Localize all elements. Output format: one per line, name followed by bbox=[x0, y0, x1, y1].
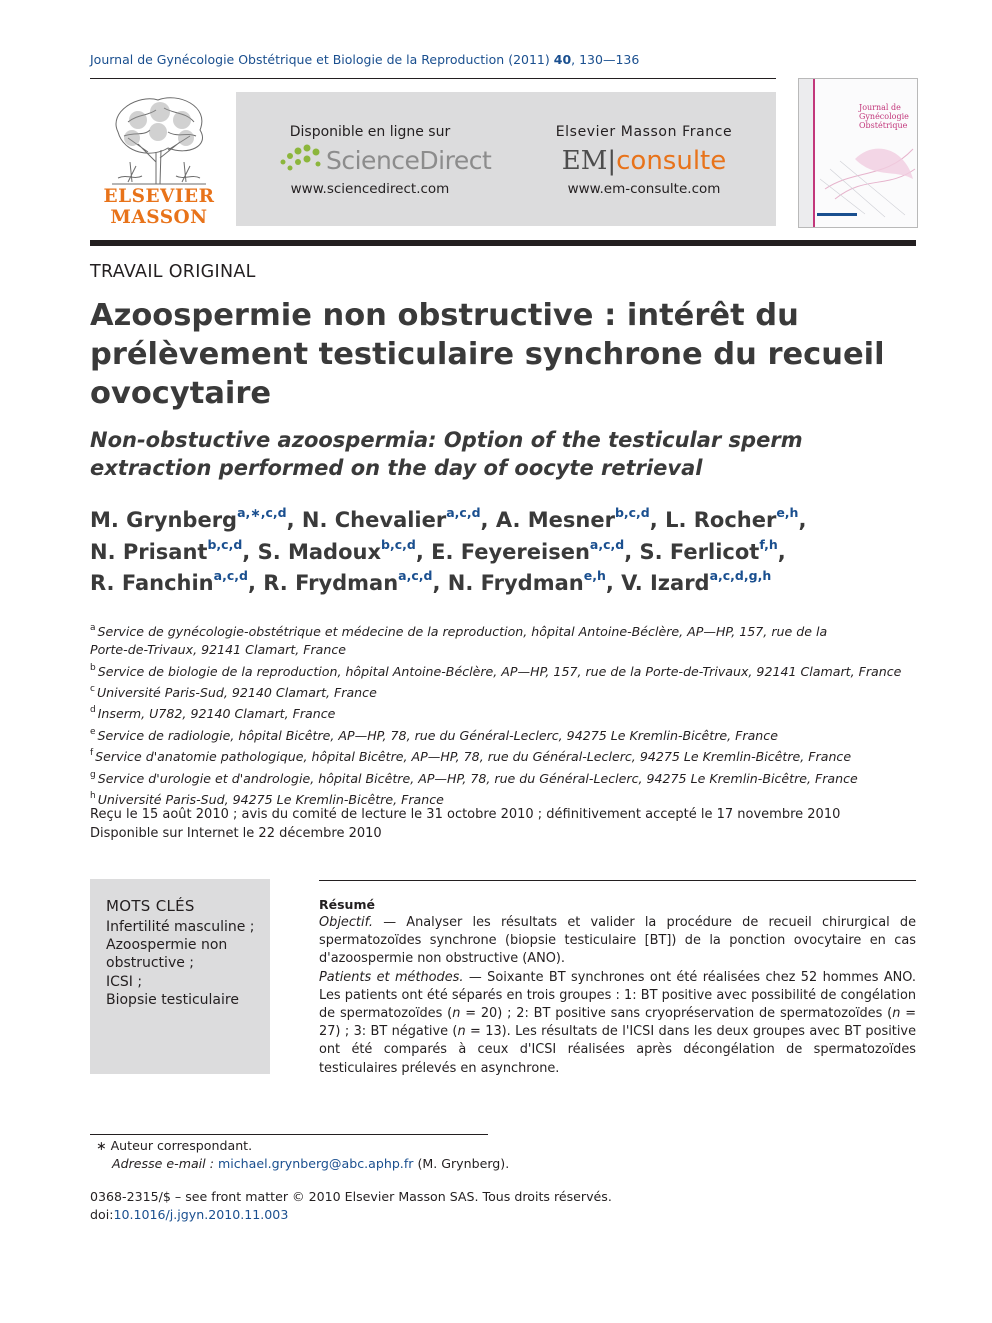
cover-illustration bbox=[815, 119, 917, 219]
author-name: R. Fanchin bbox=[90, 571, 214, 595]
journal-volume: 40 bbox=[553, 52, 572, 67]
em-consulte-url[interactable]: www.em-consulte.com bbox=[567, 181, 721, 197]
em-consulte-logo bbox=[514, 146, 774, 176]
affiliation-item: $^h$ Université Paris-Sud, 94275 Le Kremlin-Bicêtre, France bbox=[90, 790, 444, 808]
em-publisher-name: Elsevier Masson France bbox=[555, 124, 733, 140]
affiliation-list bbox=[90, 620, 926, 809]
abstract-objective: Objectif. — Analyser les résultats et valider la procédure de recueil chirurgical de spermatozoïdes synchrone (biopsie testiculaire [BT]) de la ponction ovocytaire en cas d'azoospermie non obstructive (ANO). bbox=[319, 915, 916, 967]
journal-pages: , 130—136 bbox=[571, 52, 640, 67]
author-list: M. Grynberg$^{a,∗,c,d}$, N. Chevalier$^{a,c,d}$, A. Mesner$^{b,c,d}$, L. Rocher$^{e,h}$, N. Prisant$^{b,c,d}$, S. Madoux$^{b,c,d}$, E. Feyereisen$^{a,c,d}$, S. Ferlicot$^{f,h}$, R. Fanchin$^{a,c,d}$, R. Frydman$^{a,c,d}$, N. Frydman$^{e,h}$, V. Izard$^{a,c,d,g,h}$ bbox=[90, 505, 807, 595]
copyright-block: 0368-2315/$ – see front matter © 2010 Elsevier Masson SAS. Tous droits réservés. doi:10.1016/j.jgyn.2010.11.003 bbox=[90, 1188, 790, 1224]
author-name: V. Izard bbox=[621, 571, 710, 595]
cover-title: Journal de Gynécologie Obstétrique bbox=[859, 103, 909, 130]
article-subtitle: Non-obstuctive azoospermia: Option of the testicular sperm extraction performed on the day of oocyte retrieval bbox=[90, 428, 803, 480]
affiliation-item: $^d$ Inserm, U782, 92140 Clamart, France bbox=[90, 705, 336, 722]
affiliation-item: $^f$ Service d'anatomie pathologique, hôpital Bicêtre, AP—HP, 78, rue du Général-Leclerc, 94275 Le Kremlin-Bicêtre, France bbox=[90, 748, 852, 765]
keyword-item: ICSI ; bbox=[106, 973, 143, 990]
author-name: S. Madoux bbox=[257, 539, 382, 564]
elsevier-masson-wordmark bbox=[98, 186, 220, 228]
keywords-title: MOTS CLÉS bbox=[106, 897, 195, 915]
abstract-title: Résumé bbox=[319, 897, 375, 912]
author-name: N. Frydman bbox=[447, 571, 584, 595]
received-dates: Reçu le 15 août 2010 ; avis du comité de lecture le 31 octobre 2010 ; définitivement accepté le 17 novembre 2010 bbox=[90, 807, 841, 822]
elsevier-wordmark-line2: MASSON bbox=[110, 207, 208, 228]
copyright-line: 0368-2315/$ – see front matter © 2010 Elsevier Masson SAS. Tous droits réservés. bbox=[90, 1189, 612, 1204]
affiliation-item: $^b$ Service de biologie de la reproduction, hôpital Antoine-Béclère, AP—HP, 157, rue de la Porte-de-Trivaux, 92141 Clamart, France bbox=[90, 662, 902, 679]
author-email-link[interactable]: michael.grynberg@abc.aphp.fr bbox=[217, 1156, 414, 1171]
keyword-item: Azoospermie non obstructive ; bbox=[106, 937, 228, 972]
author-name: M. Grynberg bbox=[90, 508, 238, 532]
online-date: Disponible sur Internet le 22 décembre 2010 bbox=[90, 825, 382, 841]
sciencedirect-leaf-icon bbox=[278, 142, 326, 174]
abstract-body bbox=[319, 914, 916, 1078]
abstract-methods: Patients et méthodes. — Soixante BT synchrones ont été réalisées chez 52 hommes ANO. Les patients ont été séparés en trois groupes : 1: BT positive avec possibilité de congélation de spermatozoïdes (n = 20) ; 2: BT positive sans cryopréservation de spermatozoïdes (n = 27) ; 3: BT négative (n = 13). Les résultats de l'ICSI dans les deux groupes avec BT positive ont été comparés à ceux d'ICSI réalisées après décongélation de spermatozoïdes testiculaires prélevés en asynchrone. bbox=[319, 969, 916, 1076]
keyword-item: Biopsie testiculaire bbox=[106, 991, 239, 1008]
footnote-star: ∗ bbox=[96, 1138, 107, 1153]
keyword-item: Infertilité masculine ; bbox=[106, 919, 255, 935]
author-name: R. Frydman bbox=[263, 571, 399, 595]
affiliation-item: $^e$ Service de radiologie, hôpital Bicêtre, AP—HP, 78, rue du Général-Leclerc, 94275 Le Kremlin-Bicêtre, France bbox=[90, 726, 778, 743]
corresponding-author-footnote: ∗ Auteur correspondant. Adresse e-mail : michael.grynberg@abc.aphp.fr (M. Grynberg). bbox=[96, 1138, 510, 1171]
author-name: E. Feyereisen bbox=[431, 539, 590, 564]
author-affiliation-link[interactable]: b,c,d bbox=[614, 505, 650, 520]
journal-name: Journal de Gynécologie Obstétrique et Biologie de la Reproduction (2011) bbox=[90, 52, 550, 67]
em-logo-bar: | bbox=[607, 146, 617, 176]
article-dates bbox=[90, 806, 910, 843]
author-affiliation-link[interactable]: a,c,d bbox=[398, 568, 433, 583]
sciencedirect-url[interactable]: www.sciencedirect.com bbox=[290, 181, 450, 197]
journal-citation bbox=[90, 52, 639, 67]
abstract-rule bbox=[319, 880, 916, 881]
author-name: N. Chevalier bbox=[301, 508, 447, 532]
sd-available-text: Disponible en ligne sur bbox=[289, 124, 451, 140]
article-section-label: TRAVAIL ORIGINAL bbox=[90, 262, 256, 282]
footnote-rule bbox=[90, 1134, 488, 1135]
affiliation-item: $^a$ Service de gynécologie-obstétrique et médecine de la reproduction, hôpital Antoine-Béclère, AP—HP, 157, rue de la Porte-de-Trivaux, 92141 Clamart, France bbox=[90, 623, 828, 658]
author-affiliation-link[interactable]: b,c,d bbox=[207, 536, 243, 552]
author-affiliation-link[interactable]: e,h bbox=[776, 505, 799, 520]
keywords-list bbox=[106, 918, 266, 1009]
affiliation-item: $^g$ Service d'urologie et d'andrologie, hôpital Bicêtre, AP—HP, 78, rue du Général-Leclerc, 94275 Le Kremlin-Bicêtre, France bbox=[90, 769, 858, 786]
elsevier-wordmark-line1: ELSEVIER bbox=[103, 186, 215, 207]
author-name: N. Prisant bbox=[90, 539, 208, 564]
author-name: S. Ferlicot bbox=[639, 539, 760, 564]
author-affiliation-link[interactable]: b,c,d bbox=[381, 536, 416, 552]
em-logo-consulte: consulte bbox=[616, 146, 727, 176]
author-affiliation-link[interactable]: a,c,d,g,h bbox=[709, 568, 772, 583]
author-affiliation-link[interactable]: a,c,d bbox=[446, 505, 481, 520]
author-name: A. Mesner bbox=[495, 508, 615, 532]
article-title: Azoospermie non obstructive : intérêt du prélèvement testiculaire synchrone du recueil ovocytaire bbox=[90, 298, 885, 411]
author-name: L. Rocher bbox=[665, 508, 777, 532]
em-logo-em: EM bbox=[561, 146, 608, 176]
sciencedirect-logo-text: ScienceDirect bbox=[326, 146, 492, 175]
header-thick-rule bbox=[90, 240, 916, 246]
affiliation-item: $^c$ Université Paris-Sud, 92140 Clamart, France bbox=[90, 683, 377, 701]
author-affiliation-link[interactable]: a,c,d bbox=[589, 536, 625, 552]
doi-link[interactable]: 10.1016/j.jgyn.2010.11.003 bbox=[113, 1207, 289, 1222]
author-affiliation-link[interactable]: a,c,d bbox=[213, 568, 248, 583]
author-affiliation-link[interactable]: e,h bbox=[583, 568, 606, 583]
journal-cover-thumbnail bbox=[798, 78, 918, 228]
author-affiliation-link[interactable]: f,h bbox=[759, 536, 778, 552]
header-rule bbox=[90, 78, 776, 79]
author-affiliation-link[interactable]: a,∗,c,d bbox=[237, 505, 287, 520]
